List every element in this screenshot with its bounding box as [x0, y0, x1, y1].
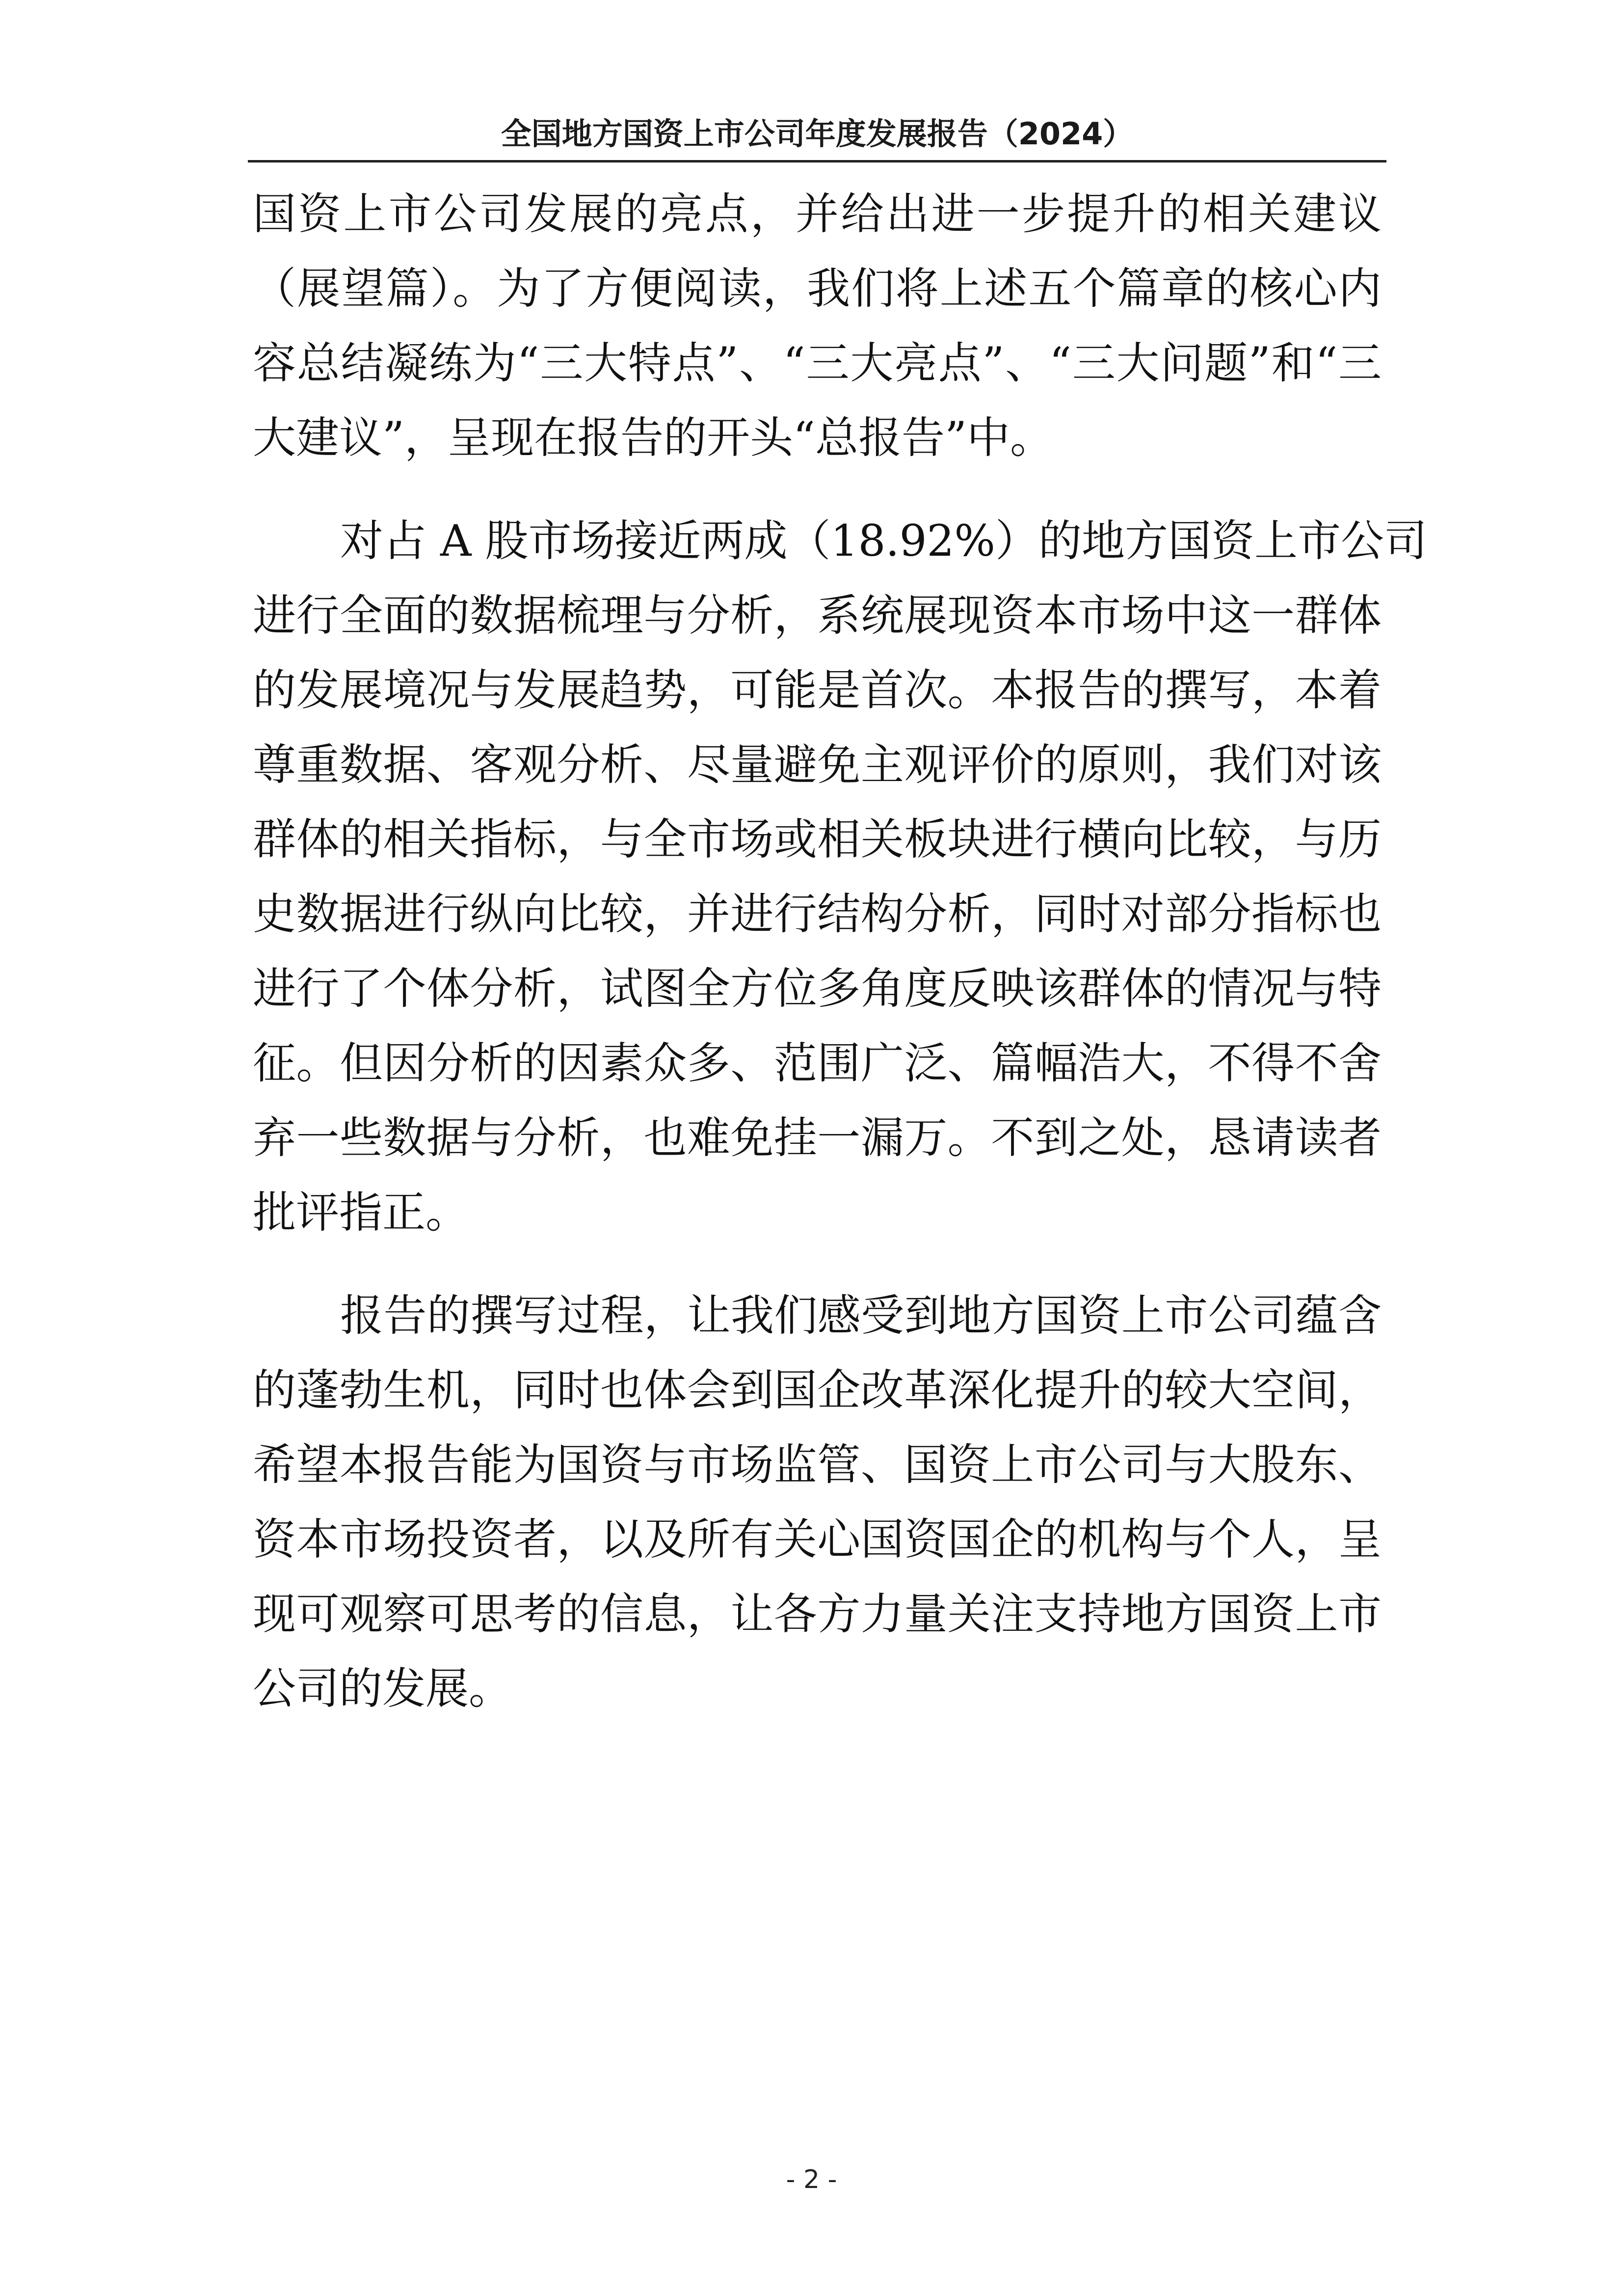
text-line: 国资上市公司发展的亮点，并给出进一步提升的相关建议 — [253, 189, 1382, 239]
text-line: 大建议”，呈现在报告的开头“总报告”中。 — [253, 412, 1053, 463]
text-line: 弃一些数据与分析，也难免挂一漏万。不到之处，恳请读者 — [253, 1112, 1382, 1163]
running-header-title: 全国地方国资上市公司年度发展报告（2024） — [501, 116, 1134, 152]
text-line: 公司的发展。 — [253, 1663, 512, 1714]
text-line: 进行全面的数据梳理与分析，系统展现资本市场中这一群体 — [253, 590, 1382, 641]
text-line: 报告的撰写过程，让我们感受到地方国资上市公司蕴含 — [340, 1290, 1382, 1341]
text-line: 资本市场投资者，以及所有关心国资国企的机构与个人，呈 — [253, 1514, 1382, 1565]
text-line: 希望本报告能为国资与市场监管、国资上市公司与大股东、 — [253, 1439, 1382, 1490]
header-divider — [248, 160, 1386, 162]
text-line: 对占 A 股市场接近两成（18.92%）的地方国资上市公司 — [340, 515, 1428, 566]
text-line: 史数据进行纵向比较，并进行结构分析，同时对部分指标也 — [253, 889, 1382, 939]
text-line: 的蓬勃生机，同时也体会到国企改革深化提升的较大空间， — [253, 1365, 1382, 1415]
document-body — [253, 177, 1428, 1726]
paragraph-spacing — [253, 1250, 1382, 1278]
paragraph-scope — [253, 504, 1428, 1250]
text-line: 的发展境况与发展趋势，可能是首次。本报告的撰写，本着 — [253, 665, 1382, 715]
text-line: 征。但因分析的因素众多、范围广泛、篇幅浩大，不得不舍 — [253, 1038, 1382, 1088]
text-line: 批评指正。 — [253, 1187, 469, 1238]
paragraph-closing — [253, 1278, 1382, 1726]
text-line: 进行了个体分析，试图全方位多角度反映该群体的情况与特 — [253, 963, 1382, 1014]
text-line: 容总结凝练为“三大特点”、“三大亮点”、“三大问题”和“三 — [253, 338, 1382, 388]
paragraph-spacing — [253, 475, 1382, 504]
text-line: 现可观察可思考的信息，让各方力量关注支持地方国资上市 — [253, 1589, 1382, 1639]
text-line: 群体的相关指标，与全市场或相关板块进行横向比较，与历 — [253, 814, 1382, 864]
page-number: - 2 - — [786, 2165, 837, 2194]
text-line: 尊重数据、客观分析、尽量避免主观评价的原则，我们对该 — [253, 739, 1382, 790]
paragraph-continuation — [253, 177, 1382, 475]
text-line: （展望篇）。为了方便阅读，我们将上述五个篇章的核心内 — [253, 263, 1382, 314]
